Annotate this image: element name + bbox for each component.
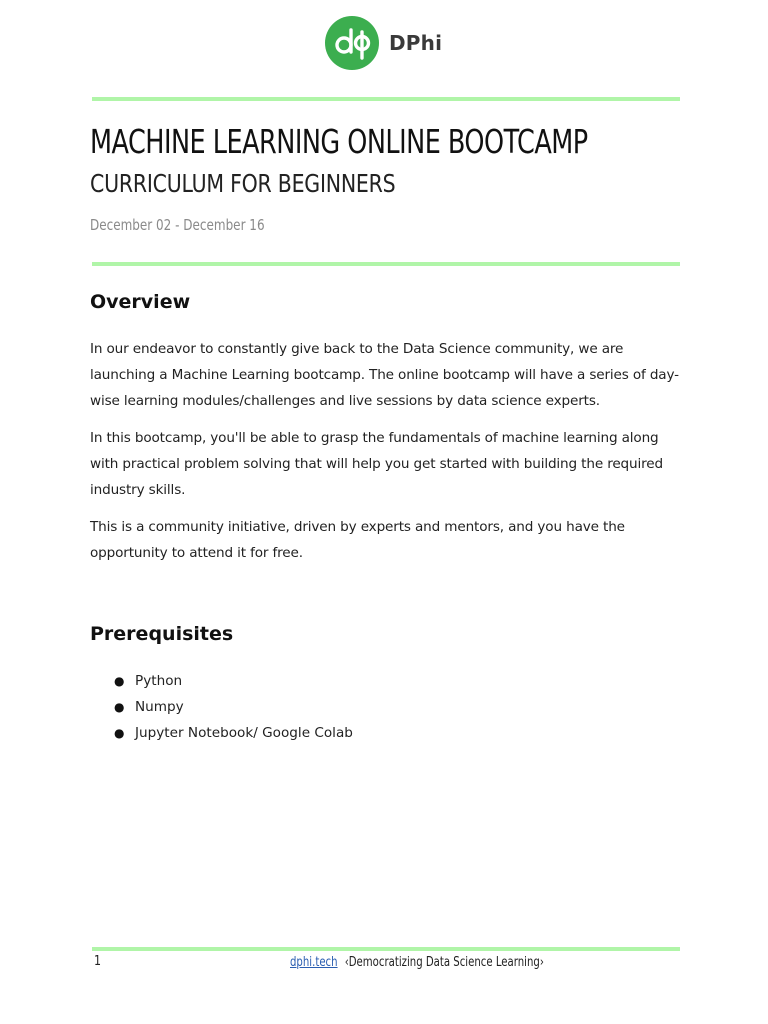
logo-text: DPhi: [389, 31, 443, 55]
bullet-icon: ●: [114, 674, 125, 688]
bullet-icon: ●: [114, 700, 125, 714]
overview-paragraph: In our endeavor to constantly give back to the Data Science community, we are launching a Machine Learning bootcamp. The online bootcamp will have a series of day-wise learning modules/challenges and live sessions by data science experts.: [90, 341, 679, 409]
overview-paragraph: In this bootcamp, you'll be able to grasp the fundamentals of machine learning along with practical problem solving that will help you get started with building the required industry skills.: [90, 430, 663, 498]
website-link[interactable]: dphi.tech: [290, 955, 338, 970]
prerequisites-heading: Prerequisites: [90, 623, 234, 645]
footer-divider: [92, 947, 680, 951]
bullet-icon: ●: [114, 726, 125, 740]
list-item-label: Python: [135, 673, 183, 689]
dphi-logo: [325, 16, 442, 70]
top-divider: [92, 97, 680, 101]
document-subtitle: CURRICULUM FOR BEGINNERS: [90, 169, 396, 198]
list-item: [90, 668, 353, 694]
list-item-label: Jupyter Notebook/ Google Colab: [135, 725, 353, 741]
list-item: [90, 720, 353, 746]
date-range: December 02 - December 16: [90, 216, 265, 234]
title-divider: [92, 262, 680, 266]
dphi-logo-icon: [325, 16, 379, 70]
prerequisites-section: [90, 623, 680, 645]
prerequisites-list: [90, 668, 353, 746]
list-item: [90, 694, 353, 720]
list-item-label: Numpy: [135, 699, 184, 715]
document-title: MACHINE LEARNING ONLINE BOOTCAMP: [90, 122, 588, 161]
overview-heading: Overview: [90, 291, 191, 313]
overview-paragraph: This is a community initiative, driven by experts and mentors, and you have the opportunity to attend it for free.: [90, 519, 625, 561]
page-number: 1: [94, 954, 102, 969]
footer-tagline: ‹Democratizing Data Science Learning›: [344, 955, 544, 970]
overview-section: [90, 291, 680, 313]
footer-text: [290, 955, 544, 970]
